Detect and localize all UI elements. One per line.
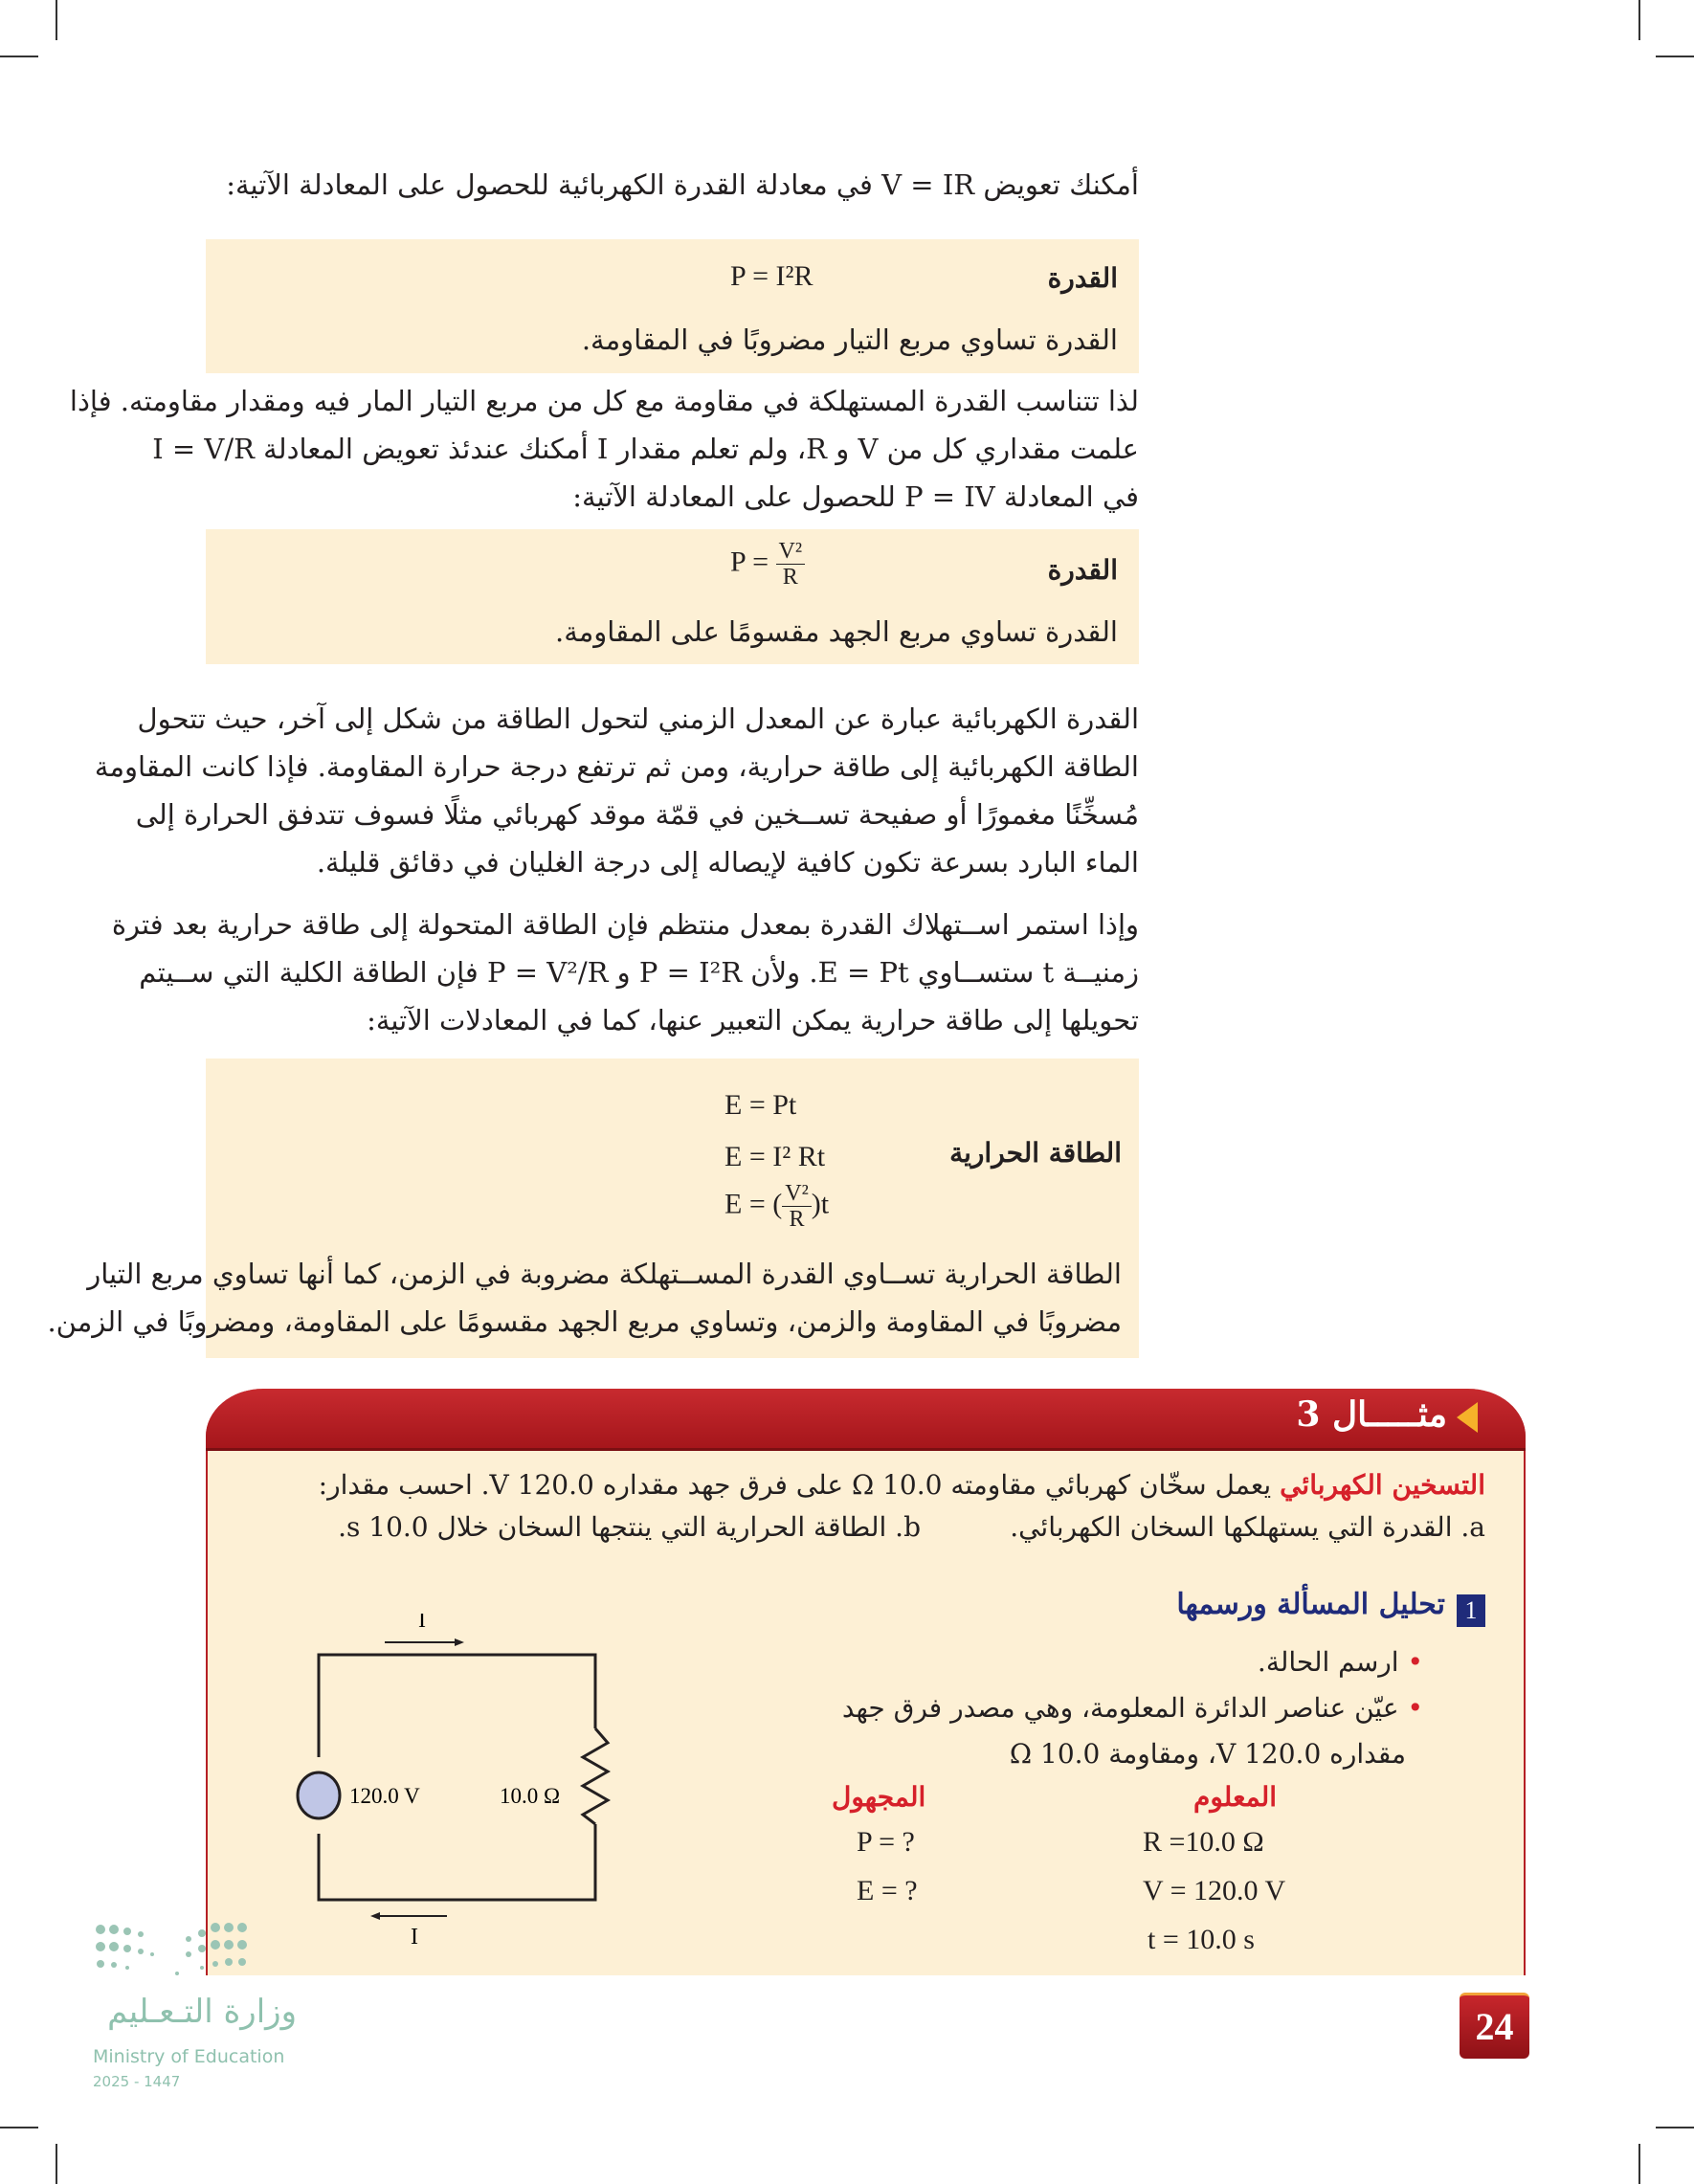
known-value: t = 10.0 s [1148, 1924, 1255, 1955]
crop-mark [0, 56, 38, 57]
paragraph-3 [94, 695, 1139, 886]
unknown-header: المجهول [832, 1781, 926, 1813]
line: علمت مقداري كل من V و R، ولم تعلم مقدار I أمكنك عندئذ تعويض المعادلة I = V/R [152, 433, 1139, 465]
line: القدرة الكهربائية عبارة عن المعدل الزمني لتحول الطاقة من شكل إلى آخر، حيث تتحول [137, 702, 1139, 735]
fraction [776, 539, 806, 590]
circuit-diagram [284, 1614, 629, 1977]
ministry-logo-icon [91, 1920, 301, 1987]
ministry-name-arabic: وزارة التـعـليم [107, 1993, 297, 2031]
numerator: V² [782, 1181, 812, 1207]
known-value: V = 120.0 V [1143, 1875, 1286, 1906]
part-a: a. القدرة التي يستهلكها السخان الكهربائي. [1010, 1511, 1485, 1543]
crop-mark [1656, 56, 1694, 57]
current-label: I [411, 1925, 418, 1950]
unknown-value: E = ? [857, 1875, 918, 1906]
power-equation-box-2 [206, 529, 1139, 664]
statement: يعمل سخّان كهربائي مقاومته 10.0 Ω على فرق جهد مقداره 120.0 V. احسب مقدار: [318, 1469, 1281, 1501]
unknown-value: P = ? [857, 1826, 915, 1858]
denominator: R [789, 1207, 805, 1232]
equation: P = I²R [730, 260, 814, 292]
equation-rhs: )t [811, 1188, 830, 1220]
thermal-energy-box [47, 1059, 1139, 1358]
line: الطاقة الحرارية تســاوي القدرة المســتهلكة مضروبة في الزمن، كما أنها تساوي مربع التيار [87, 1258, 1122, 1290]
resistance-label: 10.0 Ω [500, 1784, 561, 1808]
current-label: I [418, 1614, 426, 1633]
crop-mark [56, 0, 57, 40]
line: مضروبًا في المقاومة والزمن، وتساوي مربع الجهد مقسومًا على المقاومة، ومضروبًا في الزمن. [47, 1305, 1122, 1338]
bullet-item: • عيّن عناصر الدائرة المعلومة، وهي مصدر فرق جهد [841, 1692, 1423, 1724]
crop-mark [1638, 0, 1640, 40]
box-label: القدرة [1047, 262, 1118, 294]
box-label: القدرة [1047, 554, 1118, 586]
box-description: القدرة تساوي مربع التيار مضروبًا في المقاومة. [581, 323, 1118, 356]
crop-mark [1638, 2144, 1640, 2184]
crop-mark [0, 2127, 38, 2128]
equation-1: E = Pt [724, 1089, 797, 1121]
year-label: 2025 - 1447 [93, 2073, 181, 2090]
known-header: المعلوم [1193, 1781, 1278, 1813]
box-description: القدرة تساوي مربع الجهد مقسومًا على المقاومة. [555, 615, 1118, 648]
line: في المعادلة P = IV للحصول على المعادلة الآتية: [572, 480, 1139, 513]
equation-lhs: E = ( [724, 1188, 783, 1220]
ministry-name-english: Ministry of Education [93, 2046, 285, 2067]
bullet-item: • ارسم الحالة. [1257, 1646, 1423, 1678]
voltage-source-icon [298, 1772, 340, 1818]
line: وإذا استمر اســتهلاك القدرة بمعدل منتظم فإن الطاقة المتحولة إلى طاقة حرارية بعد فترة [111, 908, 1139, 941]
crop-mark [1656, 2127, 1694, 2128]
line: الماء البارد بسرعة تكون كافية لإيصاله إلى درجة الغليان في دقائق قليلة. [316, 846, 1139, 879]
circuit-wire [319, 1655, 595, 1900]
denominator: R [782, 565, 798, 590]
topic: التسخين الكهربائي [1280, 1469, 1485, 1501]
intro-paragraph: أمكنك تعويض V = IR في معادلة القدرة الكهربائية للحصول على المعادلة الآتية: [226, 168, 1139, 201]
part-b: b. الطاقة الحرارية التي ينتجها السخان خلال 10.0 s. [338, 1511, 921, 1543]
line: تحويلها إلى طاقة حرارية يمكن التعبير عنها، كما في المعادلات الآتية: [367, 1004, 1139, 1036]
equation-2: E = I² Rt [724, 1141, 826, 1172]
triangle-icon [1457, 1402, 1478, 1433]
line: لذا تتناسب القدرة المستهلكة في مقاومة مع كل من مربع التيار المار فيه ومقدار مقاومته. فإذا [69, 385, 1139, 417]
equation-3 [724, 1181, 829, 1232]
page-number: 24 [1460, 1993, 1529, 2059]
numerator: V² [776, 539, 806, 565]
voltage-label: 120.0 V [349, 1784, 420, 1808]
box-label: الطاقة الحرارية [949, 1137, 1122, 1169]
paragraph-2 [69, 377, 1139, 521]
box-description [47, 1250, 1122, 1346]
line: زمنيــة t ستســاوي E = Pt. ولأن P = I²R و P = V²/R فإن الطاقة الكلية التي ســيتم [139, 956, 1139, 989]
example-statement [241, 1461, 1485, 1509]
example-box [206, 1389, 1526, 1975]
crop-mark [56, 2144, 57, 2184]
step-number-badge: 1 [1457, 1594, 1485, 1627]
line: مُسخِّنًا مغمورًا أو صفيحة تســخين في قمّة موقد كهربائي مثلًا فسوف تتدفق الحرارة إلى [135, 798, 1139, 831]
bullet-item: مقداره 120.0 V، ومقاومة 10.0 Ω [1009, 1738, 1406, 1770]
fraction [782, 1181, 812, 1232]
equation [730, 539, 805, 590]
step-title: تحليل المسألة ورسمها [1176, 1588, 1445, 1621]
paragraph-4 [111, 901, 1139, 1044]
example-title: مثـــــال 3 [1296, 1394, 1447, 1435]
equation-lhs: P = [730, 546, 769, 578]
power-equation-box-1 [206, 239, 1139, 373]
line [241, 1461, 1485, 1509]
bullet-list [753, 1639, 1423, 1777]
known-value: R =10.0 Ω [1143, 1826, 1264, 1858]
line: الطاقة الكهربائية إلى طاقة حرارية، ومن ثم ترتفع درجة حرارة المقاومة. فإذا كانت المقاومة [94, 750, 1139, 783]
